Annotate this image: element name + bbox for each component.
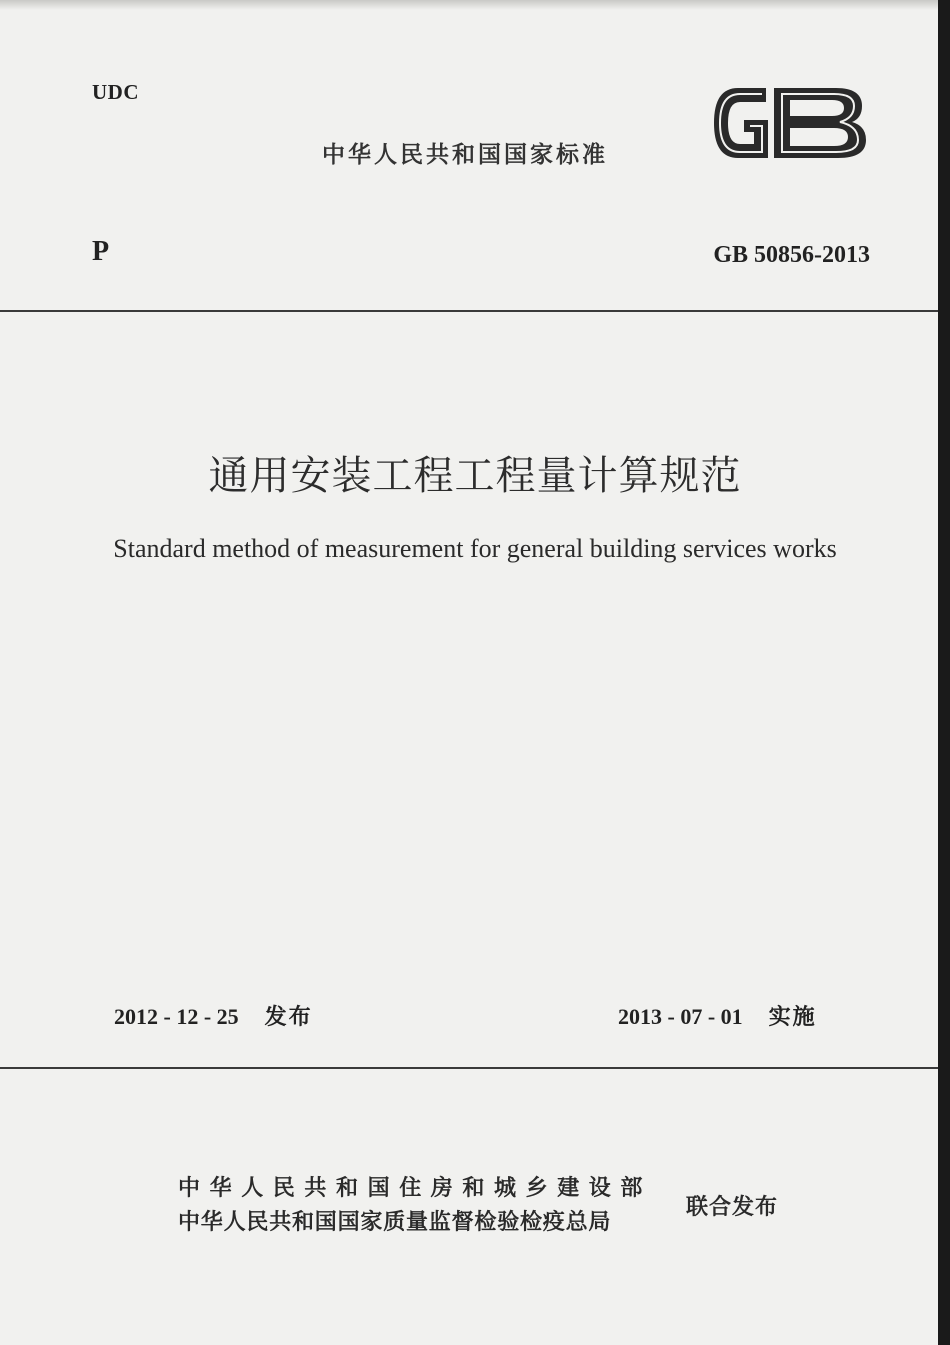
gb-logo [708, 80, 870, 166]
issue-date-value: 2012 - 12 - 25 [114, 1004, 239, 1029]
implement-date-value: 2013 - 07 - 01 [618, 1004, 743, 1029]
scan-edge-shadow [0, 0, 938, 10]
issue-date [114, 1000, 313, 1031]
title-english: Standard method of measurement for general building services works [113, 534, 837, 563]
implement-label: 实施 [768, 1005, 817, 1030]
category-code: P [92, 236, 110, 267]
issuer-aqsiq: 中华人民共和国国家质量监督检验检疫总局 [178, 1210, 612, 1235]
bottom-divider [0, 1067, 938, 1069]
top-divider [0, 310, 938, 312]
national-standard-heading: 中华人民共和国国家标准 [322, 142, 608, 168]
issuing-authorities [178, 1172, 652, 1240]
joint-issue-label: 联合发布 [686, 1195, 779, 1220]
standard-number: GB 50856-2013 [713, 242, 870, 268]
title-chinese: 通用安装工程工程量计算规范 [208, 453, 742, 499]
issuer-ministry-housing: 中华人民共和国住房和城乡建设部 [178, 1176, 653, 1201]
implement-date [618, 1000, 817, 1031]
issue-label: 发布 [264, 1005, 313, 1030]
udc-label: UDC [92, 80, 139, 104]
